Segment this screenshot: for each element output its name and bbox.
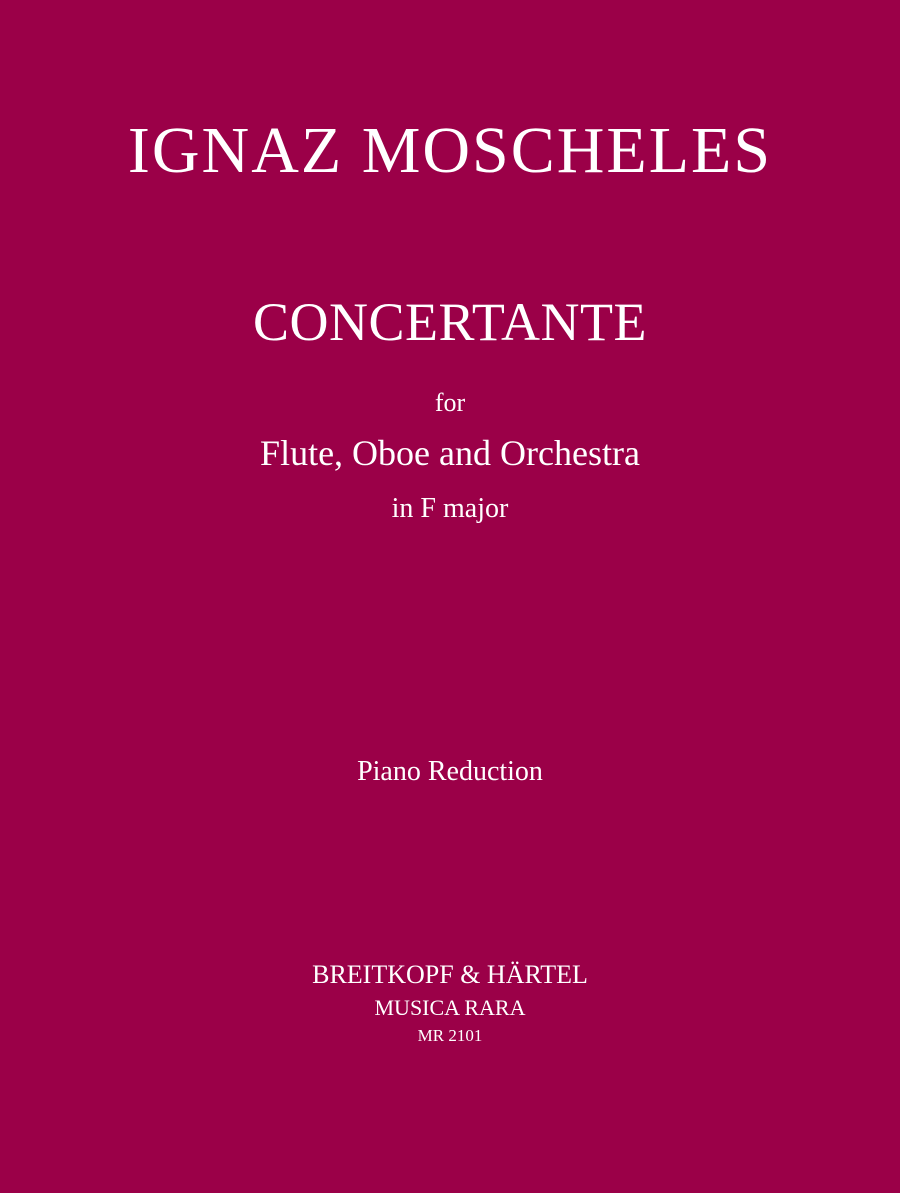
edition-type: Piano Reduction — [357, 756, 543, 787]
for-label: for — [434, 388, 466, 417]
instrumentation: Flute, Oboe and Orchestra — [260, 433, 640, 473]
composer-name: IGNAZ MOSCHELES — [127, 114, 773, 187]
publisher-name: BREITKOPF & HÄRTEL — [312, 960, 588, 989]
catalog-number: MR 2101 — [417, 1026, 483, 1045]
key-signature: in F major — [391, 493, 509, 524]
work-title: CONCERTANTE — [253, 292, 647, 352]
publisher-imprint: MUSICA RARA — [374, 995, 526, 1020]
